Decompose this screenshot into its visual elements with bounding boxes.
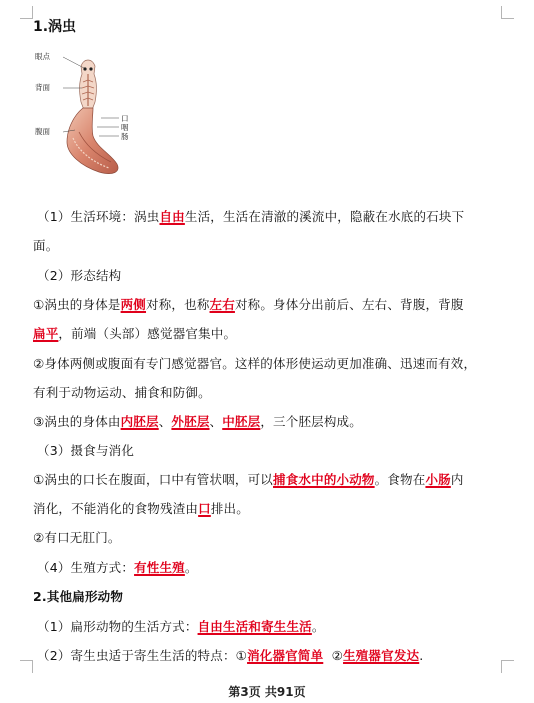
paragraph-reproduction: （4）生殖方式：有性生殖。	[37, 560, 198, 575]
highlight: 消化器官简单	[247, 648, 324, 663]
highlight: 内胚层	[120, 414, 159, 429]
label-ventral: 腹面	[35, 127, 50, 136]
highlight: 生殖器官发达	[343, 648, 420, 663]
planarian-illustration	[37, 44, 147, 179]
subheading-feeding: （3）摄食与消化	[37, 443, 135, 458]
paragraph-symmetry-cont: 扁平，前端（头部）感觉器官集中。	[33, 326, 237, 341]
highlight: 自由	[159, 209, 185, 224]
paragraph-no-anus: ②有口无肛门。	[33, 530, 121, 545]
page-corner-mark	[20, 660, 33, 673]
paragraph-sense-organs: ②身体两侧或腹面有专门感觉器官。这样的体形使运动更加准确、迅速而有效，	[33, 356, 477, 371]
paragraph-parasite-features: （2）寄生虫适于寄生生活的特点：①消化器官简单 ②生殖器官发达.	[37, 648, 424, 663]
label-intestine: 肠	[121, 132, 129, 141]
label-pharynx: 咽	[121, 123, 129, 132]
highlight: 小肠	[425, 472, 451, 487]
subheading-morphology: （2）形态结构	[37, 268, 122, 283]
highlight: 两侧	[120, 297, 147, 312]
highlight: 自由生活和寄生生活	[197, 619, 312, 634]
label-mouth: 口	[121, 114, 129, 123]
page-corner-mark	[501, 6, 514, 19]
label-eyespot: 眼点	[35, 52, 50, 61]
paragraph-symmetry: ①涡虫的身体是两侧对称，也称左右对称。身体分出前后、左右、背腹，背腹	[33, 297, 464, 312]
highlight: 中胚层	[222, 414, 261, 429]
page-corner-mark	[20, 6, 33, 19]
page-footer: 第3页 共91页	[228, 685, 306, 699]
highlight: 口	[198, 501, 211, 516]
paragraph-habitat: （1）生活环境：涡虫自由生活，生活在清澈的溪流中，隐蔽在水底的石块下	[37, 209, 465, 224]
paragraph-lifestyle: （1）扁形动物的生活方式：自由生活和寄生生活。	[37, 619, 325, 634]
highlight: 外胚层	[171, 414, 210, 429]
highlight: 有性生殖	[134, 560, 185, 575]
label-dorsal: 背面	[35, 83, 50, 92]
paragraph-habitat-cont: 面。	[33, 238, 59, 253]
planarian-figure	[37, 44, 147, 179]
paragraph-feeding-cont: 消化，不能消化的食物残渣由口排出。	[33, 501, 249, 516]
section-title-2: 2.其他扁形动物	[33, 589, 124, 604]
paragraph-feeding: ①涡虫的口长在腹面，口中有管状咽，可以捕食水中的小动物。食物在小肠内	[33, 472, 464, 487]
paragraph-germ-layers: ③涡虫的身体由内胚层、外胚层、中胚层，三个胚层构成。	[33, 414, 362, 429]
highlight: 捕食水中的小动物	[273, 472, 375, 487]
highlight: 左右	[209, 297, 235, 312]
page-corner-mark	[501, 660, 514, 673]
highlight: 扁平	[33, 326, 59, 341]
paragraph-sense-organs-cont: 有利于动物运动、捕食和防御。	[33, 385, 211, 400]
section-title: 1.涡虫	[33, 19, 77, 35]
